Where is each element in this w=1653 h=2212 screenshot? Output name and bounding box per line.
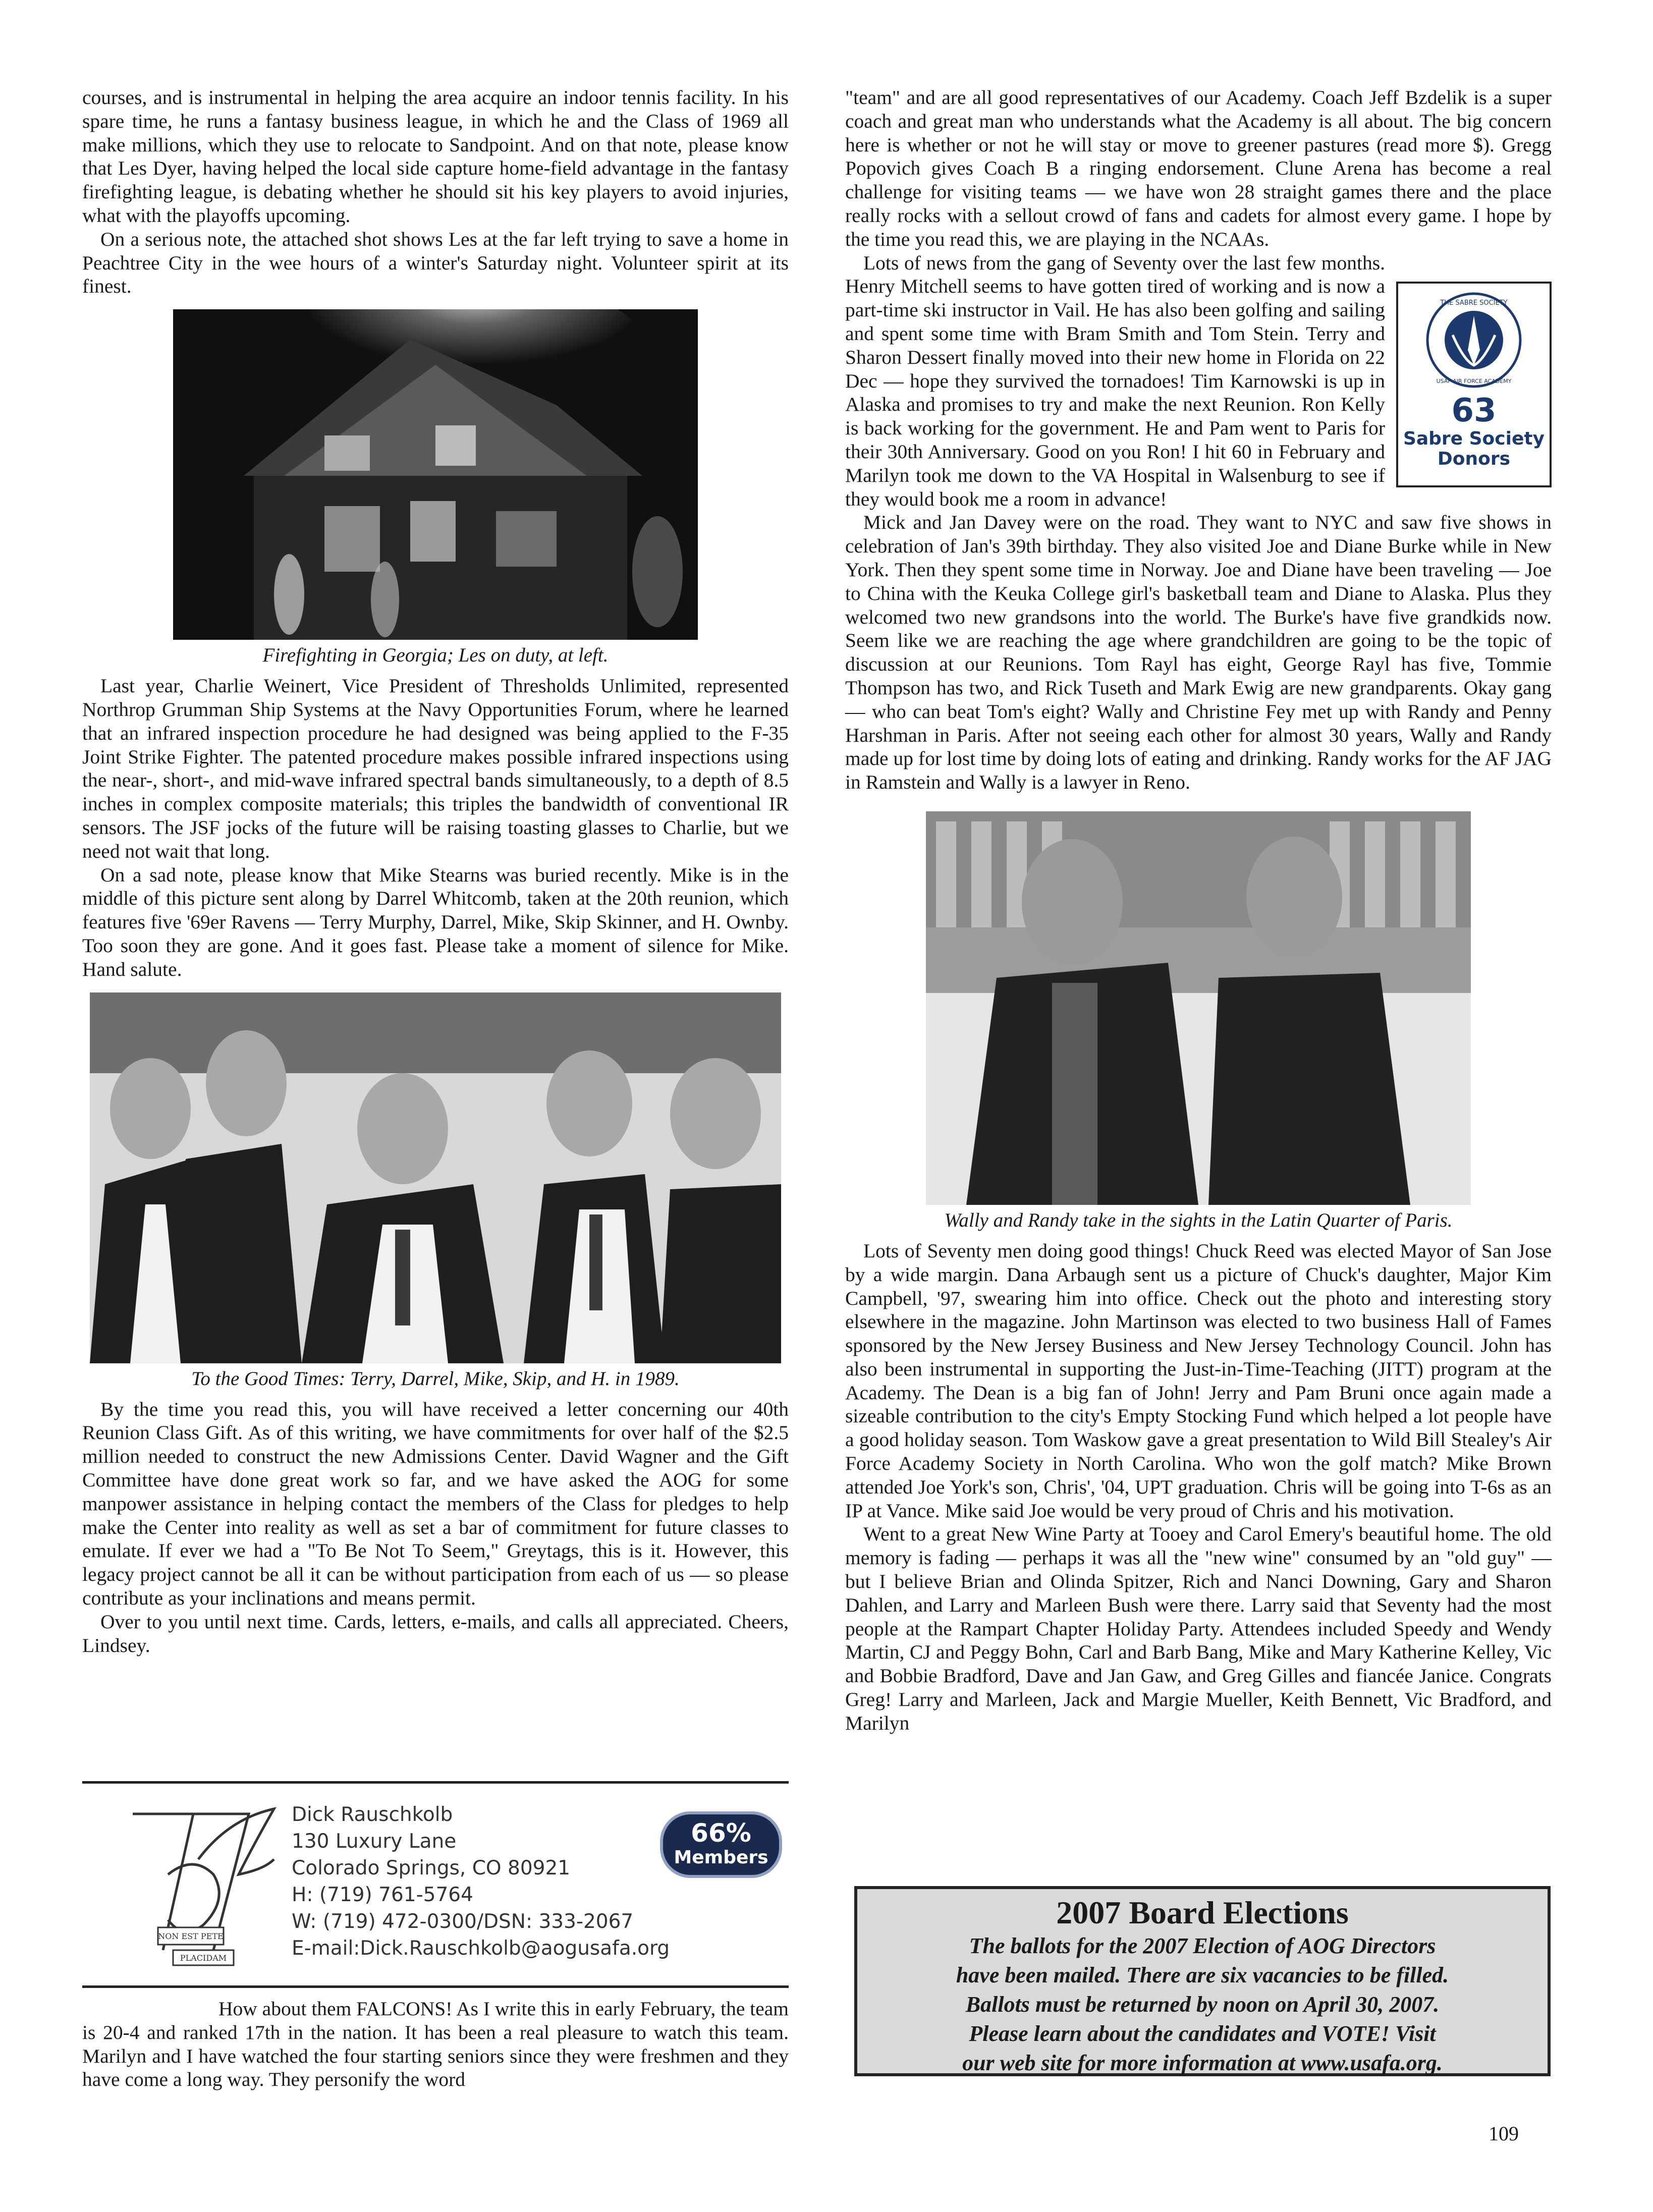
elections-line: have been mailed. There are six vacancies to be filled. [956, 1963, 1449, 1987]
paragraph: Went to a great New Wine Party at Tooey and Carol Emery's beautiful home. The old memory is fading — perhaps it was all the "new wine" consumed by an "old guy" — but I believe Brian and Olinda Spitzer, Rich and Nanci Downing, Gary and Sharon Dahlen, and Larry and Marleen Bush were there. Larry said that Seventy had the most people at the Rampart Chapter Holiday Party. Attendees included Speedy and Wendy Martin, CJ and Peggy Bohn, Carl and Barb Bang, Mike and Mary Katherine Kelley, Vic and Bobbie Bradford, Dave and Jan Gaw, and Greg Gilles and fiancée Janice. Congrats Greg! Larry and Marleen, Jack and Margie Mueller, Keith Bennett, Vic Bradford, and Marilyn [845, 1523, 1552, 1734]
contact-email[interactable]: E-mail:Dick.Rauschkolb@aogusafa.org [292, 1937, 670, 1960]
contact-city: Colorado Springs, CO 80921 [292, 1857, 571, 1879]
two-men-paris-image [926, 811, 1471, 1205]
contact-home-phone: H: (719) 761-5764 [292, 1884, 473, 1906]
paragraph: On a sad note, please know that Mike Stearns was buried recently. Mike is in the middle of this picture sent along by Darrel Whitcomb, taken at the 20th reunion, which features five '69er Ravens — Terry Murphy, Darrel, Mike, Skip Skinner, and H. Ownby. Too soon they are gone. And it goes fast. Please take a moment of silence for Mike. Hand salute. [82, 863, 789, 980]
badge-percent: 66% [691, 1818, 751, 1848]
paragraph: courses, and is instrumental in helping the area acquire an indoor tennis facility. In his spare time, he runs a fantasy business league, in which he and the Class of 1969 all make millions, which they use to relocate to Sandpoint. And on that note, please know that Les Dyer, having helped the local side capture home-field advantage in the fantasy firefighting league, is debating whether he should sit his key players to avoid injuries, what with the playoffs upcoming. [82, 86, 789, 227]
paragraph: "team" and are all good representatives of our Academy. Coach Jeff Bzdelik is a super coach and great man who understands what the Academy is all about. The big concern here is whether or not he will stay or move to greener pastures (read more $). Gregg Popovich gives Coach B a ringing endorsement. Clune Arena has become a real challenge for visiting teams — we have won 28 straight games there and the place really rocks with a sellout crowd of fans and cadets for almost every game. I hope by the time you read this, we are playing in the NCAAs. [845, 86, 1552, 250]
members-percent-badge [660, 1811, 782, 1878]
contact-street: 130 Luxury Lane [292, 1830, 457, 1853]
sabre-label: Donors [1437, 448, 1511, 469]
badge-label: Members [674, 1847, 768, 1868]
sabre-donor-count: 63 [1451, 392, 1497, 429]
elections-line: The ballots for the 2007 Election of AOG Directors [969, 1933, 1436, 1958]
paragraph: Lots of news from the gang of Seventy over the last few months. Henry Mitchell seems to have gotten tired of working and is now a part-time ski instructor in Vail. He has also been golfing and sailing and spent some time with Bram Smith and Tom Stein. Terry and Sharon Dessert finally moved into their new home in Florida on 22 Dec — hope they survived the tornadoes! Tim Karnowski is up in Alaska and promises to try and make the next Reunion. Ron Kelly is back working for the government. He and Pam went to Paris for their 30th Anniversary. Good on you Ron! I hit 60 in February and Marilyn took me down to the VA Hospital in Walsenburg to see if they would book me a room in advance! [845, 251, 1385, 510]
contact-name: Dick Rauschkolb [292, 1803, 453, 1826]
left-bottom-text [82, 1997, 789, 2091]
sabre-society-box [1396, 282, 1552, 487]
elections-title: 2007 Board Elections [1056, 1895, 1349, 1930]
paragraph: Over to you until next time. Cards, letters, e-mails, and calls all appreciated. Cheers, Lindsey. [82, 1610, 789, 1656]
board-elections-box [854, 1886, 1551, 2076]
paragraph: How about them FALCONS! As I write this in early February, the team is 20-4 and ranked 17th in the nation. It has been a real pleasure to watch this team. Marilyn and I have watched the four starting seniors since they were freshmen and they have come a long way. They personify the word [82, 1998, 789, 2091]
divider [82, 1985, 789, 1988]
elections-body [857, 1931, 1548, 2078]
paragraph: By the time you read this, you will have received a letter concerning our 40th Reunion Class Gift. As of this writing, we have commitments for over half of the $2.5 million needed to construct the new Admissions Center. David Wagner and the Gift Committee have done great work so far, and we have asked the AOG for some manpower assistance in helping contact the members of the Class for pledges to help make the Center into reality as well as set a bar of commitment for future classes to emulate. If ever we had a "To Be Not To Seem," Greytags, this is it. However, this legacy project cannot be all it can be without participation from each of us — so please contribute as your inclinations and means permit. [82, 1398, 789, 1609]
elections-line: Ballots must be returned by noon on April 30, 2007. [965, 1992, 1440, 2017]
paris-photo [926, 811, 1471, 1205]
photo-caption: To the Good Times: Terry, Darrel, Mike, Skip, and H. in 1989. [191, 1367, 680, 1390]
paragraph: Last year, Charlie Weinert, Vice President of Thresholds Unlimited, represented Northrop Grumman Ship Systems at the Navy Opportunities Forum, where he learned that an infrared inspection procedure he had designed was being applied to the F-35 Joint Strike Fighter. The patented procedure makes possible infrared inspections using the near-, short-, and mid-wave infrared spectral bands simultaneously, to a depth of 8.5 inches in complex composite materials; this triples the bandwidth of conventional IR sensors. The JSF jocks of the future will be raising toasting glasses to Charlie, but we need not wait that long. [82, 675, 789, 862]
left-column [82, 86, 789, 1657]
crest-motto-text: PLACIDAM [180, 1953, 227, 1963]
divider [82, 1781, 789, 1784]
contact-work-phone: W: (719) 472-0300/DSN: 333-2067 [292, 1910, 634, 1933]
five-men-image [90, 992, 781, 1363]
class-crest-logo [113, 1799, 279, 1970]
house-fire-image [173, 309, 698, 640]
seal-ring-text: USAF AIR FORCE ACADEMY [1436, 377, 1512, 384]
firefighting-photo [173, 309, 698, 640]
paragraph: Mick and Jan Davey were on the road. They want to NYC and saw five shows in celebration of Jan's 39th birthday. They also visited Joe and Diane Burke while in New York. Then they spent some time in Norway. Joe and Diane have been traveling — Joe to China with the Keuka College girl's basketball team and Diane to Alaska. Plus they welcomed two new grandsons into the world. The Burke's have five grandkids now. Seem like we are reaching the age where grandchildren are going to be the topic of discussion at our Reunions. Tom Rayl has eight, George Rayl has five, Tommie Thompson has two, and Rick Tuseth and Mark Ewig are new grandparents. Okay gang — who can beat Tom's eight? Wally and Christine Fey met up with Randy and Penny Harshman in Paris. After not seeing each other for almost 30 years, Wally and Randy made up for lost time by doing lots of eating and drinking. Randy works for the AF JAG in Ramstein and Wally is a lawyer in Reno. [845, 511, 1552, 794]
right-column [845, 86, 1552, 1735]
crest-motto-text: NON EST PETE [158, 1931, 224, 1941]
reunion-group-photo [90, 992, 781, 1363]
elections-line: our web site for more information at www.usafa.org. [962, 2051, 1443, 2075]
page-number: 109 [1489, 2122, 1519, 2145]
paragraph: Lots of Seventy men doing good things! Chuck Reed was elected Mayor of San Jose by a wide margin. Dana Arbaugh sent us a picture of Chuck's daughter, Major Kim Campbell, '97, swearing him into office. Check out the photo and interesting story elsewhere in the magazine. John Martinson was elected to two business Hall of Fames sponsored by the New Jersey Business and New Jersey Technology Council. John has also been instrumental in supporting the Just-in-Time-Teaching (JITT) program at the Academy. The Dean is a big fan of John! Jerry and Pam Bruni once again made a sizeable contribution to the city's Empty Stocking Fund which helped a lot people have a good holiday season. Tom Waskow gave a great presentation to Wild Bill Stealey's Air Force Academy Society in North Carolina. Who won the golf match? Mike Brown attended Joe York's son, Chris', '04, UPT graduation. Chris will be going into T-6s as an IP at Vance. Mike said Joe would be very proud of Chris and his motivation. [845, 1239, 1552, 1522]
elections-line: Please learn about the candidates and VOTE! Visit [969, 2021, 1436, 2046]
class-contact-block [82, 1791, 789, 1978]
seal-ring-text: THE SABRE SOCIETY [1440, 299, 1508, 307]
photo-caption: Firefighting in Georgia; Les on duty, at left. [262, 644, 609, 667]
contact-address [292, 1801, 670, 1962]
paragraph: On a serious note, the attached shot shows Les at the far left trying to save a home in Peachtree City in the wee hours of a winter's Saturday night. Volunteer spirit at its finest. [82, 228, 789, 298]
sabre-label: Sabre Society [1403, 428, 1545, 449]
sabre-society-seal [1413, 290, 1534, 391]
photo-caption: Wally and Randy take in the sights in the Latin Quarter of Paris. [944, 1209, 1453, 1231]
